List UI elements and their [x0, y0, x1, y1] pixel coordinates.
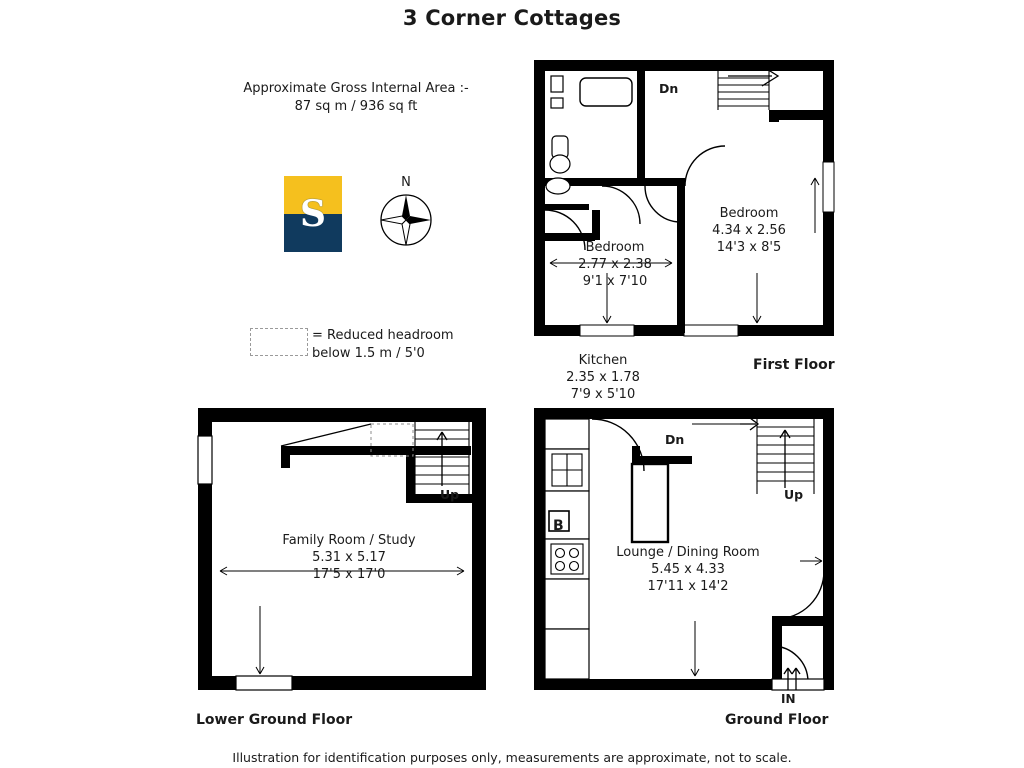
- floor-title-ground-floor: Ground Floor: [725, 712, 829, 728]
- room-dims-imperial: 9'1 x 7'10: [582, 274, 648, 289]
- room-dims-metric: 4.34 x 2.56: [712, 223, 786, 238]
- room-name: Kitchen: [578, 353, 628, 368]
- area-note-line-1: Approximate Gross Internal Area :-: [243, 81, 469, 96]
- first-floor-plan: [532, 58, 836, 338]
- room-name: Bedroom: [585, 240, 645, 255]
- room-dims-imperial: 17'11 x 14'2: [647, 579, 729, 594]
- entrance-label: IN: [781, 692, 796, 706]
- floor-title-lower-ground-floor: Lower Ground Floor: [196, 712, 353, 728]
- stairs-down-label-first-floor: Dn: [659, 81, 679, 96]
- legend-line-2: below 1.5 m / 5'0: [312, 346, 425, 361]
- room-label-bedroom-1: [684, 205, 814, 256]
- room-label-bedroom-2: [550, 239, 680, 290]
- room-dims-metric: 2.77 x 2.38: [578, 257, 652, 272]
- room-name: Lounge / Dining Room: [616, 545, 760, 560]
- gross-internal-area-note: [236, 80, 476, 116]
- stairs-up-label-lower-ground: Up: [440, 487, 460, 502]
- legend-swatch-reduced-headroom: [250, 328, 308, 356]
- brand-logo-letter: S: [300, 193, 326, 235]
- page-title: 3 Corner Cottages: [402, 6, 622, 30]
- entrance-arrow-icon: [782, 660, 802, 690]
- stairs-up-label-ground-floor: Up: [784, 487, 804, 502]
- footer-disclaimer: Illustration for identification purposes only, measurements are approximate, not to scale.: [232, 750, 792, 765]
- room-dims-imperial: 17'5 x 17'0: [312, 567, 386, 582]
- room-label-kitchen: [538, 352, 668, 403]
- room-name: Family Room / Study: [282, 533, 416, 548]
- room-dims-metric: 5.31 x 5.17: [312, 550, 386, 565]
- stairs-down-label-ground-floor: Dn: [665, 432, 685, 447]
- compass-rose-icon: [378, 192, 434, 248]
- room-label-family-room-study: [274, 532, 424, 583]
- area-note-line-2: 87 sq m / 936 sq ft: [294, 99, 418, 114]
- room-dims-imperial: 7'9 x 5'10: [570, 387, 636, 402]
- room-dims-metric: 5.45 x 4.33: [651, 562, 725, 577]
- boiler-label: B: [553, 518, 564, 534]
- room-dims-imperial: 14'3 x 8'5: [716, 240, 782, 255]
- compass-north-label: N: [401, 175, 411, 190]
- room-dims-metric: 2.35 x 1.78: [566, 370, 640, 385]
- room-label-lounge-dining: [608, 544, 768, 595]
- room-name: Bedroom: [719, 206, 779, 221]
- legend-line-1: = Reduced headroom: [312, 328, 454, 343]
- floor-title-first-floor: First Floor: [753, 357, 835, 373]
- legend-text: [312, 327, 454, 363]
